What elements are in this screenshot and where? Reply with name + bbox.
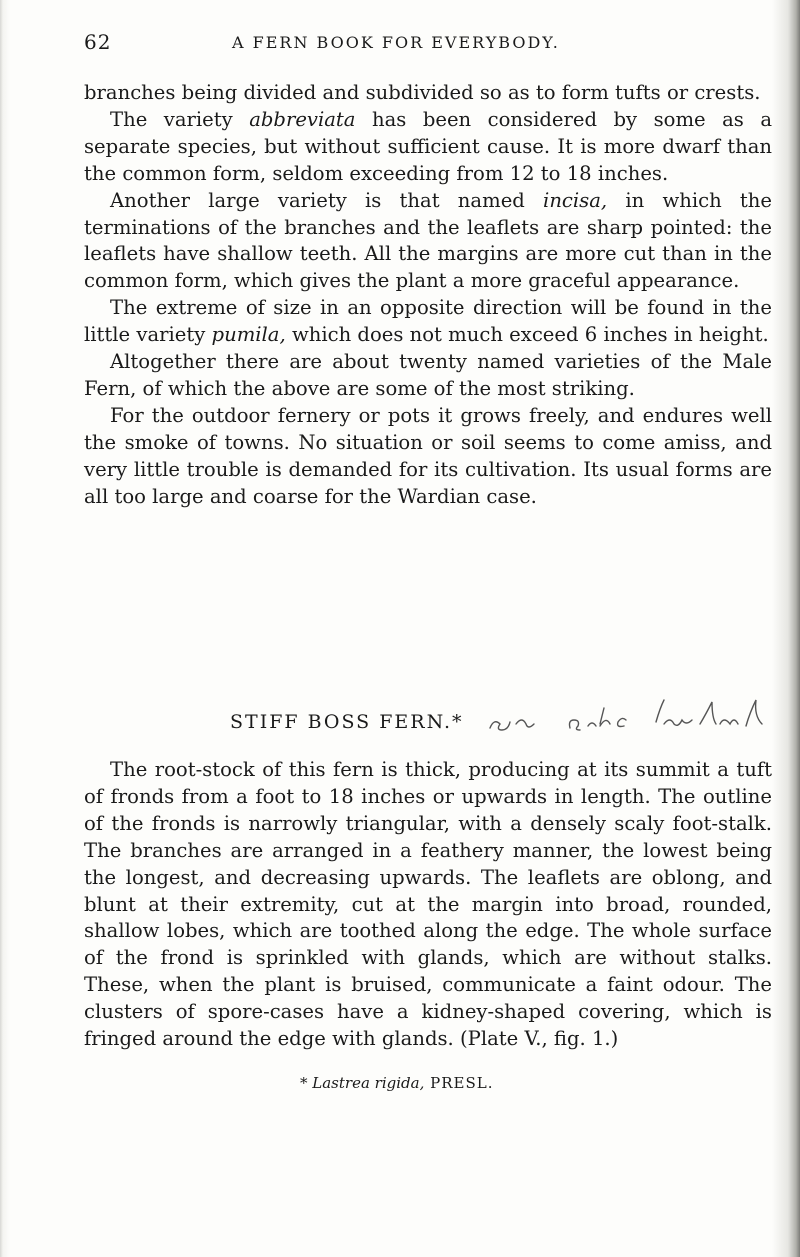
paragraph-pumila: The extreme of size in an opposite direction will be found in the little variety pumila, which does not much exceed 6 inches in height. bbox=[84, 296, 772, 347]
variety-name-incisa: incisa, bbox=[543, 188, 608, 212]
paragraph-varieties: Altogether there are about twenty named varieties of the Male Fern, of which the above are some of the most striking. bbox=[84, 350, 772, 400]
section-text bbox=[84, 757, 772, 1053]
page-number: 62 bbox=[84, 30, 112, 54]
variety-name-pumila: pumila, bbox=[211, 323, 286, 347]
footnote-species: Lastrea rigida, bbox=[312, 1074, 425, 1092]
paragraph-incisa: Another large variety is that named incisa, in which the terminations of the branches and the leaflets are sharp pointed: the leaflets have shallow teeth. All the margins are more cut than in the common form, which gives the plant a more graceful appearance. bbox=[84, 188, 772, 293]
paragraph-cultivation: For the outdoor fernery or pots it grows freely, and endures well the smoke of towns. No situation or soil seems to come amiss, and very little trouble is demanded for its cultivation. Its usual forms are all too large and coarse for the Wardian case. bbox=[84, 403, 772, 508]
page-left-edge bbox=[0, 0, 10, 1257]
section-heading: STIFF BOSS FERN.* bbox=[230, 711, 464, 733]
paragraph-continuation: branches being divided and subdivided so as to form tufts or crests. bbox=[84, 81, 761, 104]
variety-name-abbreviata: abbreviata bbox=[249, 107, 356, 131]
page-right-edge bbox=[772, 0, 800, 1257]
footnote: * Lastrea rigida, PRESL. bbox=[300, 1074, 494, 1092]
paragraph-description: The root-stock of this fern is thick, producing at its summit a tuft of fronds from a foot to 18 inches or upwards in length. The outline of the fronds is narrowly triangular, with a densely scaly foot-stalk. The branches are arranged in a feathery manner, the lowest being the longest, and decreasing upwards. The leaflets are oblong, and blunt at their extremity, cut at the margin into broad, rounded, shallow lobes, which are toothed along the edge. The whole surface of the frond is sprinkled with glands, which are without stalks. These, when the plant is bruised, communicate a faint odour. The clusters of spore-cases have a kidney-shaped covering, which is fringed around the edge with glands. (Plate V., fig. 1.) bbox=[84, 758, 772, 1051]
handwritten-annotation bbox=[450, 694, 776, 738]
main-text bbox=[84, 80, 772, 511]
running-head bbox=[84, 30, 764, 64]
running-title: A FERN BOOK FOR EVERYBODY. bbox=[232, 33, 560, 52]
footnote-author: PRESL. bbox=[424, 1074, 494, 1092]
paragraph-abbreviata: The variety abbreviata has been considered by some as a separate species, but without sufficient cause. It is more dwarf than the common form, seldom exceeding from 12 to 18 inches. bbox=[84, 107, 773, 185]
